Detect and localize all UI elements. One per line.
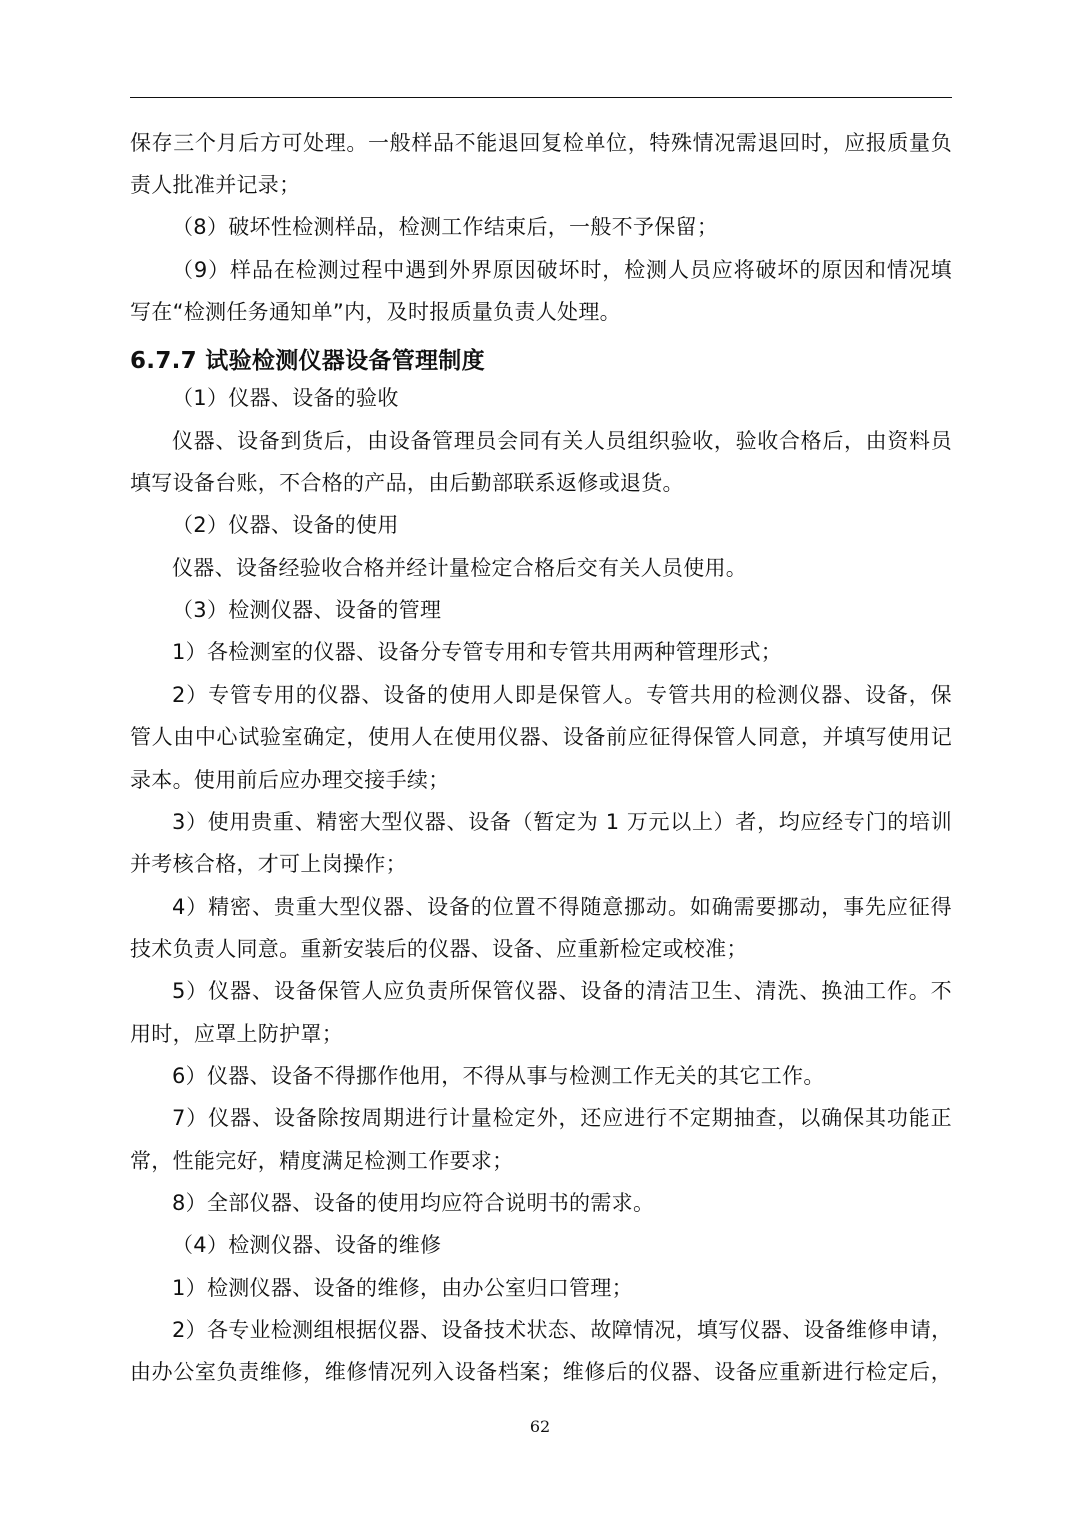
paragraph-line: 由办公室负责维修，维修情况列入设备档案；维修后的仪器、设备应重新进行检定后， bbox=[130, 1360, 952, 1384]
paragraph-line: 用时，应罩上防护罩； bbox=[130, 1022, 343, 1046]
paragraph-line: 填写设备台账，不合格的产品，由后勤部联系返修或退货。 bbox=[130, 471, 684, 495]
paragraph-line: 4）精密、贵重大型仪器、设备的位置不得随意挪动。如确需要挪动，事先应征得 bbox=[172, 895, 952, 919]
paragraph-line: （9）样品在检测过程中遇到外界原因破坏时，检测人员应将破坏的原因和情况填 bbox=[172, 258, 952, 282]
paragraph-line: （4）检测仪器、设备的维修 bbox=[172, 1233, 442, 1257]
paragraph-line: 5）仪器、设备保管人应负责所保管仪器、设备的清洁卫生、清洗、换油工作。不 bbox=[172, 979, 952, 1003]
paragraph-line: （8）破坏性检测样品，检测工作结束后，一般不予保留； bbox=[172, 215, 719, 239]
paragraph-line: 2）各专业检测组根据仪器、设备技术状态、故障情况，填写仪器、设备维修申请， bbox=[172, 1318, 953, 1342]
paragraph-line: 6）仪器、设备不得挪作他用，不得从事与检测工作无关的其它工作。 bbox=[172, 1064, 825, 1088]
header-rule bbox=[130, 97, 952, 98]
paragraph-line: 1）各检测室的仪器、设备分专管专用和专管共用两种管理形式； bbox=[172, 640, 783, 664]
paragraph-line: 并考核合格，才可上岗操作； bbox=[130, 852, 407, 876]
paragraph-line: （3）检测仪器、设备的管理 bbox=[172, 598, 442, 622]
paragraph-line: 2）专管专用的仪器、设备的使用人即是保管人。专管共用的检测仪器、设备，保 bbox=[172, 683, 952, 707]
paragraph-line: 8）全部仪器、设备的使用均应符合说明书的需求。 bbox=[172, 1191, 655, 1215]
paragraph-line: 3）使用贵重、精密大型仪器、设备（暂定为 1 万元以上）者，均应经专门的培训 bbox=[172, 810, 952, 834]
paragraph-line: 1）检测仪器、设备的维修，由办公室归口管理； bbox=[172, 1276, 633, 1300]
paragraph-line: 写在“检测任务通知单”内，及时报质量负责人处理。 bbox=[130, 300, 621, 324]
section-heading: 6.7.7 试验检测仪器设备管理制度 bbox=[130, 348, 485, 374]
paragraph-line: （2）仪器、设备的使用 bbox=[172, 513, 399, 537]
paragraph-line: 技术负责人同意。重新安装后的仪器、设备、应重新检定或校准； bbox=[130, 937, 748, 961]
paragraph-line: （1）仪器、设备的验收 bbox=[172, 386, 399, 410]
paragraph-line: 责人批准并记录； bbox=[130, 173, 301, 197]
paragraph-line: 仪器、设备到货后，由设备管理员会同有关人员组织验收，验收合格后，由资料员 bbox=[172, 429, 952, 453]
paragraph-line: 常，性能完好，精度满足检测工作要求； bbox=[130, 1149, 514, 1173]
paragraph-line: 7）仪器、设备除按周期进行计量检定外，还应进行不定期抽查，以确保其功能正 bbox=[172, 1106, 952, 1130]
paragraph-line: 录本。使用前后应办理交接手续； bbox=[130, 768, 450, 792]
paragraph-line: 保存三个月后方可处理。一般样品不能退回复检单位，特殊情况需退回时，应报质量负 bbox=[130, 131, 952, 155]
paragraph-line: 仪器、设备经验收合格并经计量检定合格后交有关人员使用。 bbox=[172, 556, 748, 580]
page-number: 62 bbox=[529, 1417, 551, 1436]
paragraph-line: 管人由中心试验室确定，使用人在使用仪器、设备前应征得保管人同意，并填写使用记 bbox=[130, 725, 952, 749]
